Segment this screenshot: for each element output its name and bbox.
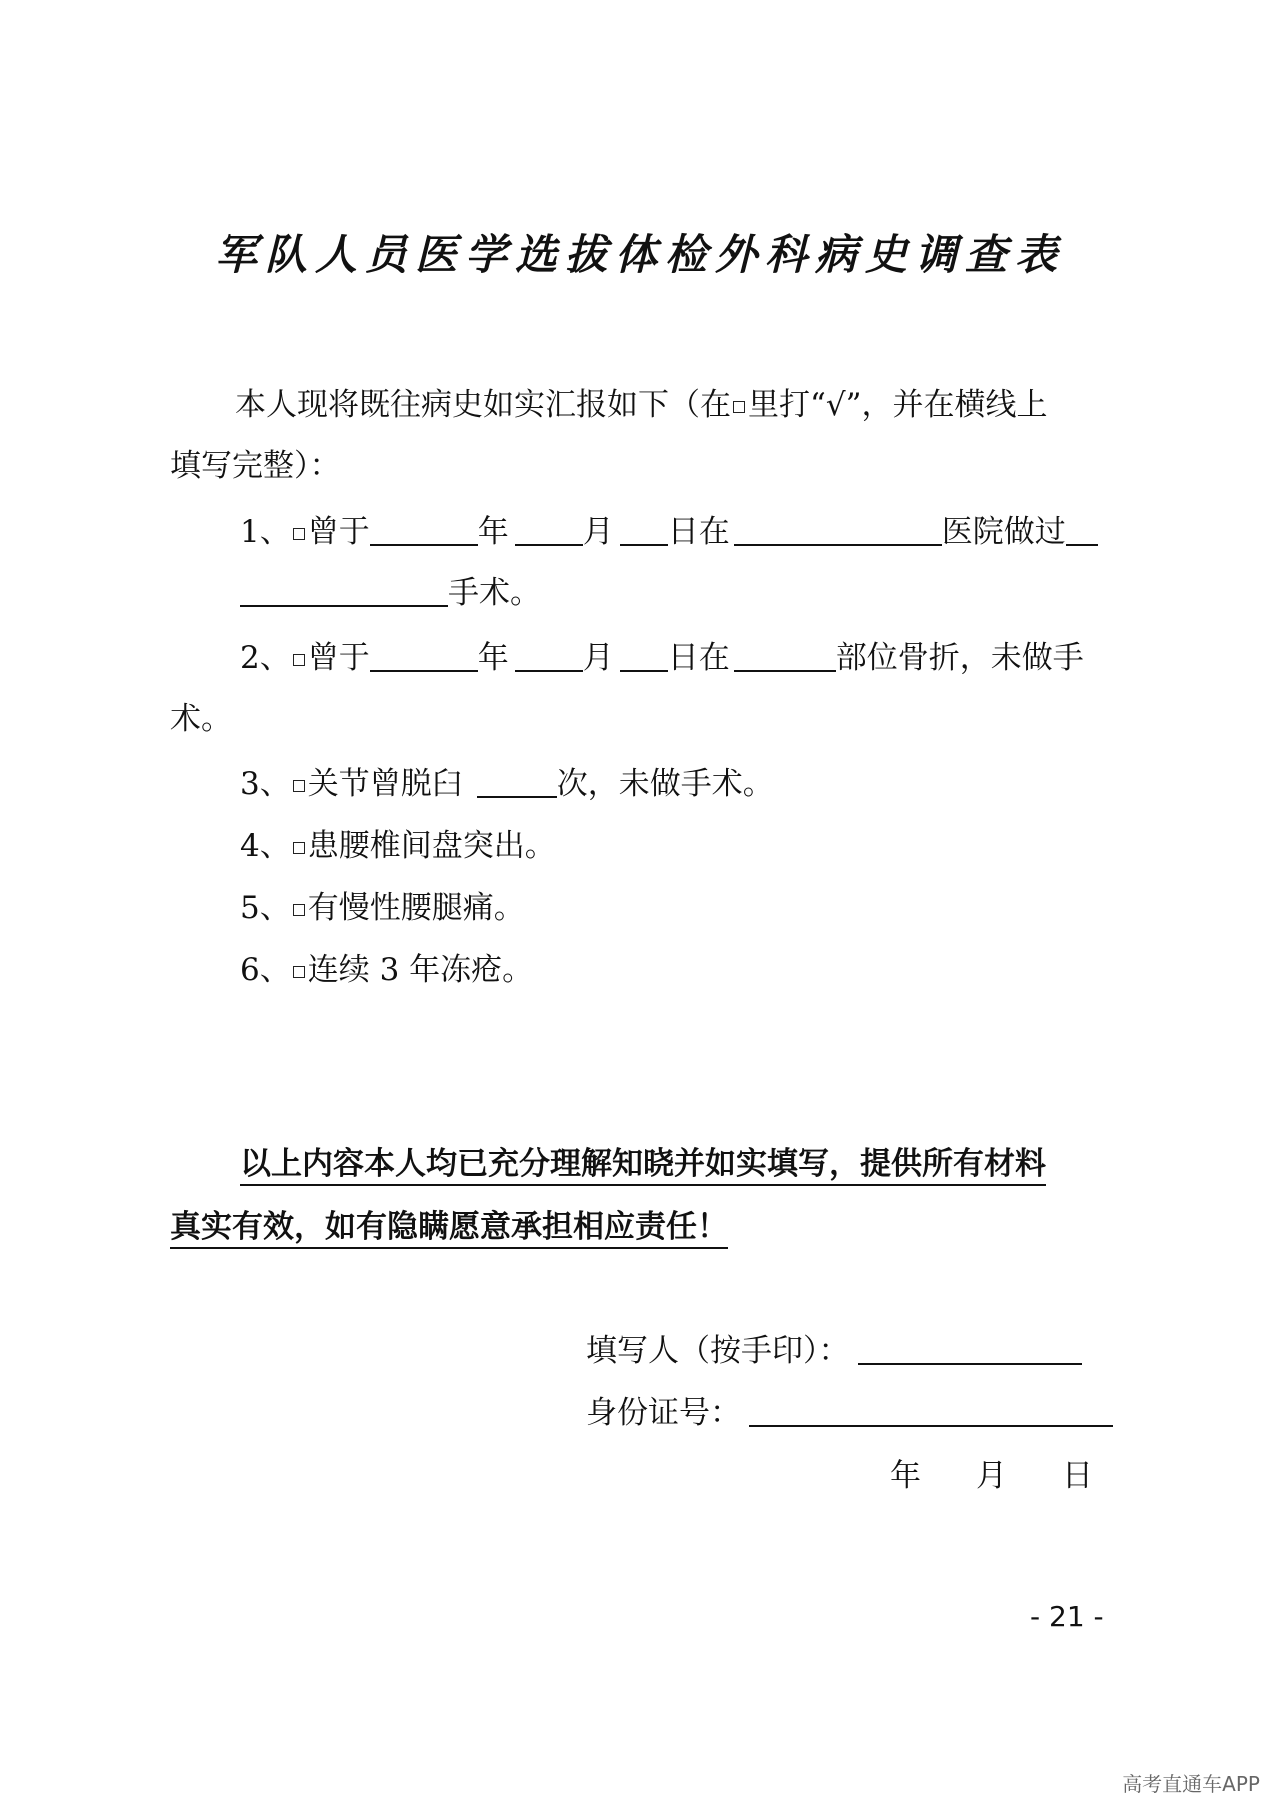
id-number-field[interactable] [749, 1395, 1113, 1427]
item-1-surgery-blank[interactable] [240, 575, 448, 607]
item-2: 2、 曾于 年 月 日在 部位骨折，未做手 [240, 640, 1084, 676]
item-2-checkbox[interactable] [293, 654, 305, 666]
intro-line-2: 填写完整）： [170, 448, 341, 484]
item-3: 3、 关节曾脱臼 次，未做手术。 [240, 766, 774, 802]
item-1: 1、 曾于 年 月 日在 医院做过 [240, 512, 1098, 552]
declaration-line-2: 真实有效，如有隐瞒愿意承担相应责任！ [170, 1209, 728, 1245]
item-1-cont: 手术。 [240, 573, 541, 613]
date-row: 年 月 日 [890, 1458, 1093, 1494]
item-2-part-blank[interactable] [734, 640, 836, 672]
item-4-checkbox[interactable] [293, 842, 305, 854]
item-2-cont: 术。 [170, 701, 232, 737]
intro-line-1: 本人现将既往病史如实汇报如下（在 里打“√”，并在横线上 [235, 387, 1048, 423]
item-3-checkbox[interactable] [293, 780, 305, 792]
declaration-line-1: 以上内容本人均已充分理解知晓并如实填写，提供所有材料 [240, 1146, 1046, 1182]
item-1-surgery-blank-a[interactable] [1066, 514, 1098, 546]
signer-field[interactable] [858, 1333, 1082, 1365]
item-4: 4、 患腰椎间盘突出。 [240, 828, 556, 864]
watermark: 高考直通车APP [1122, 1772, 1260, 1796]
item-1-day-blank[interactable] [620, 514, 668, 546]
item-1-hospital-blank[interactable] [734, 514, 942, 546]
item-5: 5、 有慢性腰腿痛。 [240, 890, 525, 926]
item-6-checkbox[interactable] [293, 966, 305, 978]
page-number: - 21 - [1030, 1600, 1104, 1633]
item-2-month-blank[interactable] [515, 640, 583, 672]
item-3-count-blank[interactable] [477, 766, 557, 798]
item-1-year-blank[interactable] [370, 514, 478, 546]
item-6: 6、 连续 3 年冻疮。 [240, 952, 534, 988]
item-1-checkbox[interactable] [293, 528, 305, 540]
item-2-day-blank[interactable] [620, 640, 668, 672]
checkbox-icon [733, 401, 745, 413]
signer-row: 填写人（按手印）： [586, 1331, 1082, 1371]
item-5-checkbox[interactable] [293, 904, 305, 916]
id-row: 身份证号： [586, 1393, 1113, 1433]
document-title: 军队人员医学选拔体检外科病史调查表 [214, 230, 1065, 279]
item-2-year-blank[interactable] [370, 640, 478, 672]
item-1-month-blank[interactable] [515, 514, 583, 546]
